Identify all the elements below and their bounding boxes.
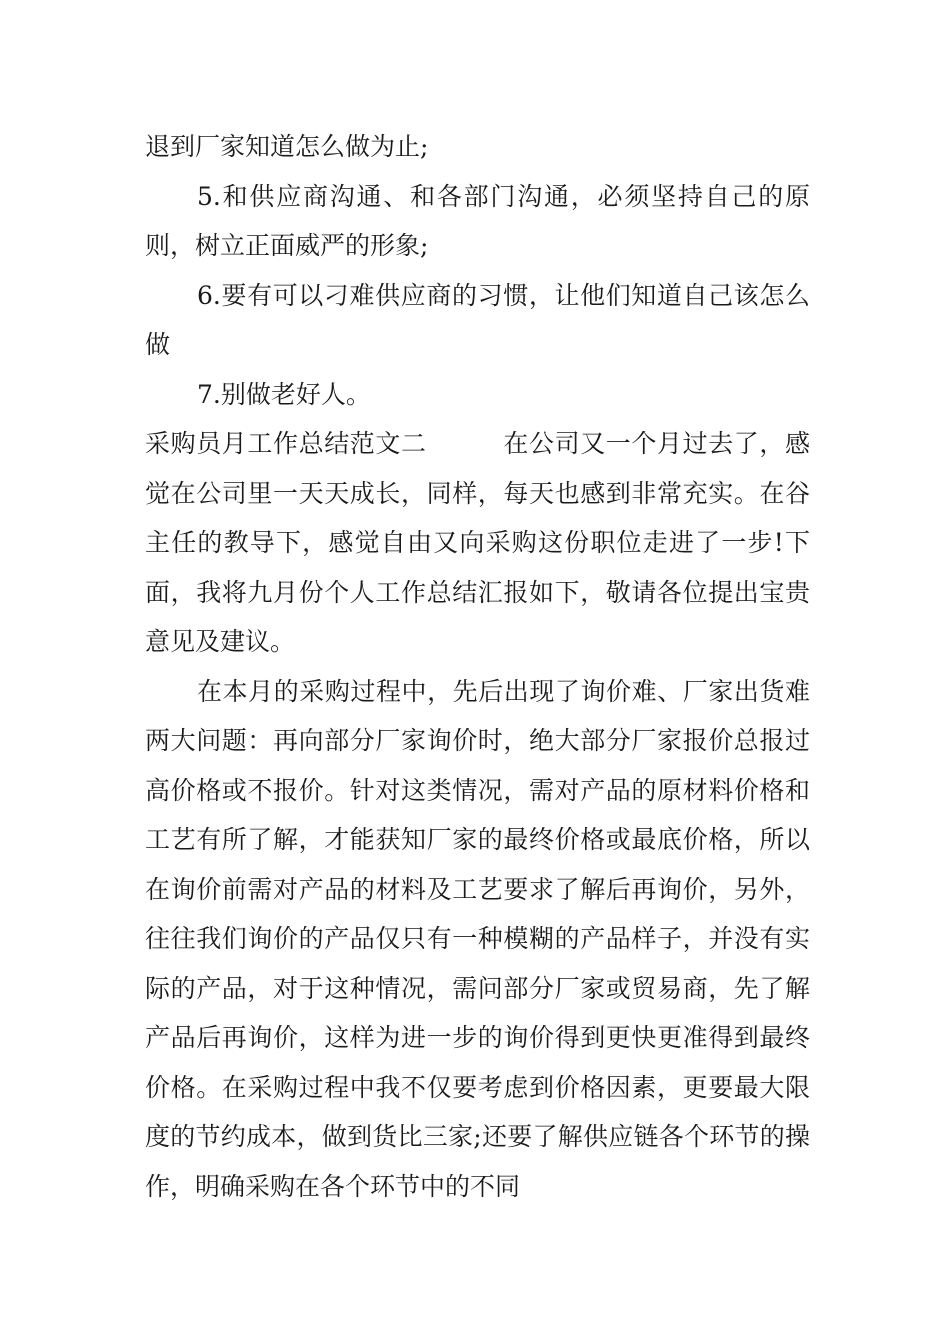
paragraph-continuation: 退到厂家知道怎么做为止; <box>145 132 429 161</box>
paragraph-item-5: 5.和供应商沟通、和各部门沟通，必须坚持自己的原则，树立正面威严的形象; <box>145 181 810 260</box>
document-body <box>145 122 810 1211</box>
paragraph-item-6: 6.要有可以刁难供应商的习惯，让他们知道自己该怎么做 <box>145 280 810 359</box>
paragraph-item-7: 7.别做老好人。 <box>197 379 371 409</box>
paragraph-body: 在本月的采购过程中，先后出现了询价难、厂家出货难两大问题：再向部分厂家询价时，绝大部分厂家报价总报过高价格或不报价。针对这类情况，需对产品的原材料价格和工艺有所了解，才能获知厂家的最终价格或最底价格，所以在询价前需对产品的材料及工艺要求了解后再询价，另外，往往我们询价的产品仅只有一种模糊的产品样子，并没有实际的产品，对于这种情况，需问部分厂家或贸易商，先了解产品后再询价，这样为进一步的询价得到更快更准得到最终价格。在采购过程中我不仅要考虑到价格因素，更要最大限度的节约成本，做到货比三家;还要了解供应链各个环节的操作，明确采购在各个环节中的不同 <box>145 676 810 1201</box>
paragraph-section-two-intro: 采购员月工作总结范文二 在公司又一个月过去了，感觉在公司里一天天成长，同样，每天也感到非常充实。在谷主任的教导下，感觉自由又向采购这份职位走进了一步!下面，我将九月份个人工作总结汇报如下，敬请各位提出宝贵意见及建议。 <box>145 429 810 656</box>
